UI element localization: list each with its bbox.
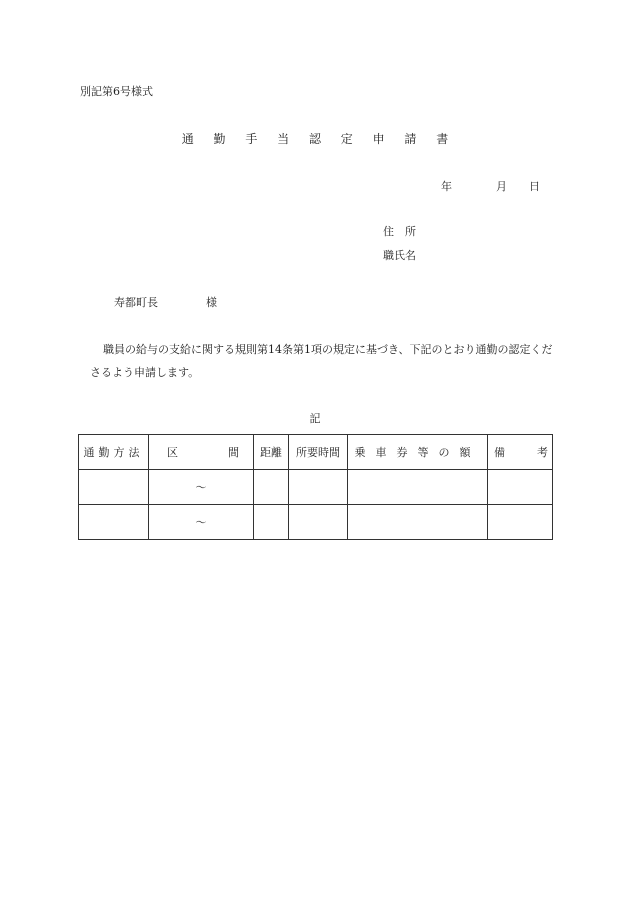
cell-section[interactable]: ～ (149, 470, 254, 505)
cell-time[interactable] (289, 470, 348, 505)
body-text: 職員の給与の支給に関する規則第14条第1項の規定に基づき、下記のとおり通勤の認定くださるよう申請します。 (90, 343, 553, 379)
address-label: 住 所 (383, 225, 416, 238)
cell-remarks[interactable] (488, 470, 553, 505)
ki-label: 記 (309, 412, 321, 425)
header-section-right: 間 (228, 446, 239, 459)
day-label: 日 (529, 180, 540, 193)
month-label: 月 (496, 180, 507, 193)
document-title: 通 勤 手 当 認 定 申 請 書 (181, 132, 457, 146)
commute-table (78, 434, 553, 540)
cell-method[interactable] (79, 505, 149, 540)
cell-distance[interactable] (254, 470, 289, 505)
cell-section[interactable]: ～ (149, 505, 254, 540)
header-section (149, 435, 254, 470)
header-distance: 距離 (254, 435, 289, 470)
table-row (79, 470, 553, 505)
addressee-honorific: 様 (206, 296, 217, 309)
year-label: 年 (441, 180, 452, 193)
header-remarks-right: 考 (537, 446, 548, 459)
cell-remarks[interactable] (488, 505, 553, 540)
header-time: 所要時間 (289, 435, 348, 470)
cell-ticket[interactable] (348, 505, 488, 540)
cell-time[interactable] (289, 505, 348, 540)
table-row (79, 505, 553, 540)
header-ticket: 乗車券等の額 (348, 435, 488, 470)
cell-method[interactable] (79, 470, 149, 505)
cell-distance[interactable] (254, 505, 289, 540)
cell-ticket[interactable] (348, 470, 488, 505)
header-remarks (488, 435, 553, 470)
header-remarks-left: 備 (494, 446, 505, 459)
table-header-row (79, 435, 553, 470)
name-label: 職氏名 (383, 249, 416, 262)
addressee-name: 寿都町長 (114, 296, 158, 309)
header-method: 通勤方法 (79, 435, 149, 470)
header-section-left: 区 (167, 446, 178, 459)
form-number: 別記第6号様式 (80, 85, 153, 98)
date-line (441, 178, 540, 194)
addressee (114, 294, 217, 310)
